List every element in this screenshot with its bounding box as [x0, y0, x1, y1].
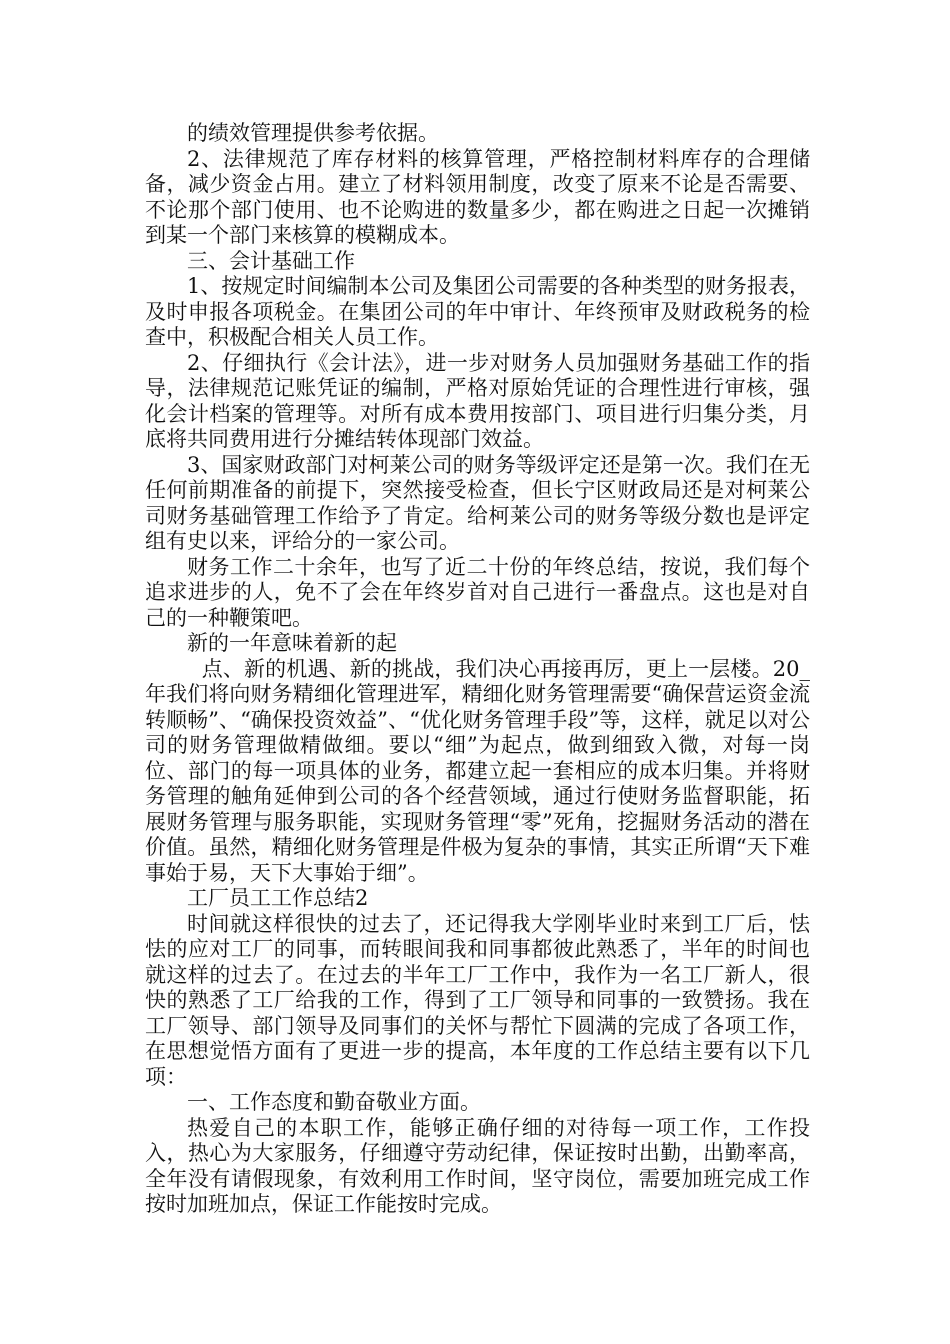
section-heading-work-attitude: 一、工作态度和勤奋敬业方面。	[187, 1090, 481, 1114]
paragraph-8: 点、新的机遇、新的挑战，我们决心再接再厉，更上一层楼。20_年我们将向财务精细化管理进军，精细化财务管理需要“确保营运资金流转顺畅”、“确保投资效益”、“优化财务管理手段”等，这样，就足以对公司的财务管理做精做细。要以“细”为起点，做到细致入微，对每一岗位、部门的每一项具体的业务，都建立起一套相应的成本归集。并将财务管理的触角延伸到公司的各个经营领域，通过行使财务监督职能，拓展财务管理与服务职能，实现财务管理“零”死角，挖掘财务活动的潜在价值。虽然，精细化财务管理是件极为复杂的事情，其实正所谓“天下难事始于易，天下大事始于细”。	[145, 656, 810, 885]
section-heading-accounting-basics: 三、会计基础工作	[187, 248, 355, 273]
paragraph-3: 1、按规定时间编制本公司及集团公司需要的各种类型的财务报表，及时申报各项税金。在集团公司的年中审计、年终预审及财政税务的检查中，积极配合相关人员工作。	[145, 274, 810, 349]
document-page	[145, 121, 810, 1218]
paragraph-9: 时间就这样很快的过去了，还记得我大学刚毕业时来到工厂后，怯怯的应对工厂的同事，而转眼间我和同事都彼此熟悉了，半年的时间也就这样的过去了。在过去的半年工厂工作中，我作为一名工厂新人，很快的熟悉了工厂给我的工作，得到了工厂领导和同事的一致赞扬。我在工厂领导、部门领导及同事们的关怀与帮忙下圆满的完成了各项工作，在思想觉悟方面有了更进一步的提高，本年度的工作总结主要有以下几项：	[145, 911, 810, 1089]
paragraph-7: 新的一年意味着新的起	[187, 631, 397, 655]
paragraph-2: 2、法律规范了库存材料的核算管理，严格控制材料库存的合理储备，减少资金占用。建立了材料领用制度，改变了原来不论是否需要、不论那个部门使用、也不论购进的数量多少，都在购进之日起一次摊销到某一个部门来核算的模糊成本。	[145, 146, 810, 247]
paragraph-4: 2、仔细执行《会计法》，进一步对财务人员加强财务基础工作的指导，法律规范记账凭证的编制，严格对原始凭证的合理性进行审核，强化会计档案的管理等。对所有成本费用按部门、项目进行归集分类，月底将共同费用进行分摊结转体现部门效益。	[145, 350, 810, 451]
paragraph-6: 财务工作二十余年，也写了近二十份的年终总结，按说，我们每个追求进步的人，免不了会在年终岁首对自己进行一番盘点。这也是对自己的一种鞭策吧。	[145, 554, 810, 630]
paragraph-5: 3、国家财政部门对柯莱公司的财务等级评定还是第一次。我们在无任何前期准备的前提下，突然接受检查，但长宁区财政局还是对柯莱公司财务基础管理工作给予了肯定。给柯莱公司的财务等级分数也是评定组有史以来，评给分的一家公司。	[145, 452, 810, 553]
section-heading-factory-summary: 工厂员工工作总结2	[187, 886, 369, 910]
paragraph-10: 热爱自己的本职工作，能够正确仔细的对待每一项工作，工作投入，热心为大家服务，仔细遵守劳动纪律，保证按时出勤，出勤率高，全年没有请假现象，有效利用工作时间，坚守岗位，需要加班完成工作按时加班加点，保证工作能按时完成。	[145, 1115, 810, 1216]
paragraph-1: 的绩效管理提供参考依据。	[187, 121, 439, 145]
